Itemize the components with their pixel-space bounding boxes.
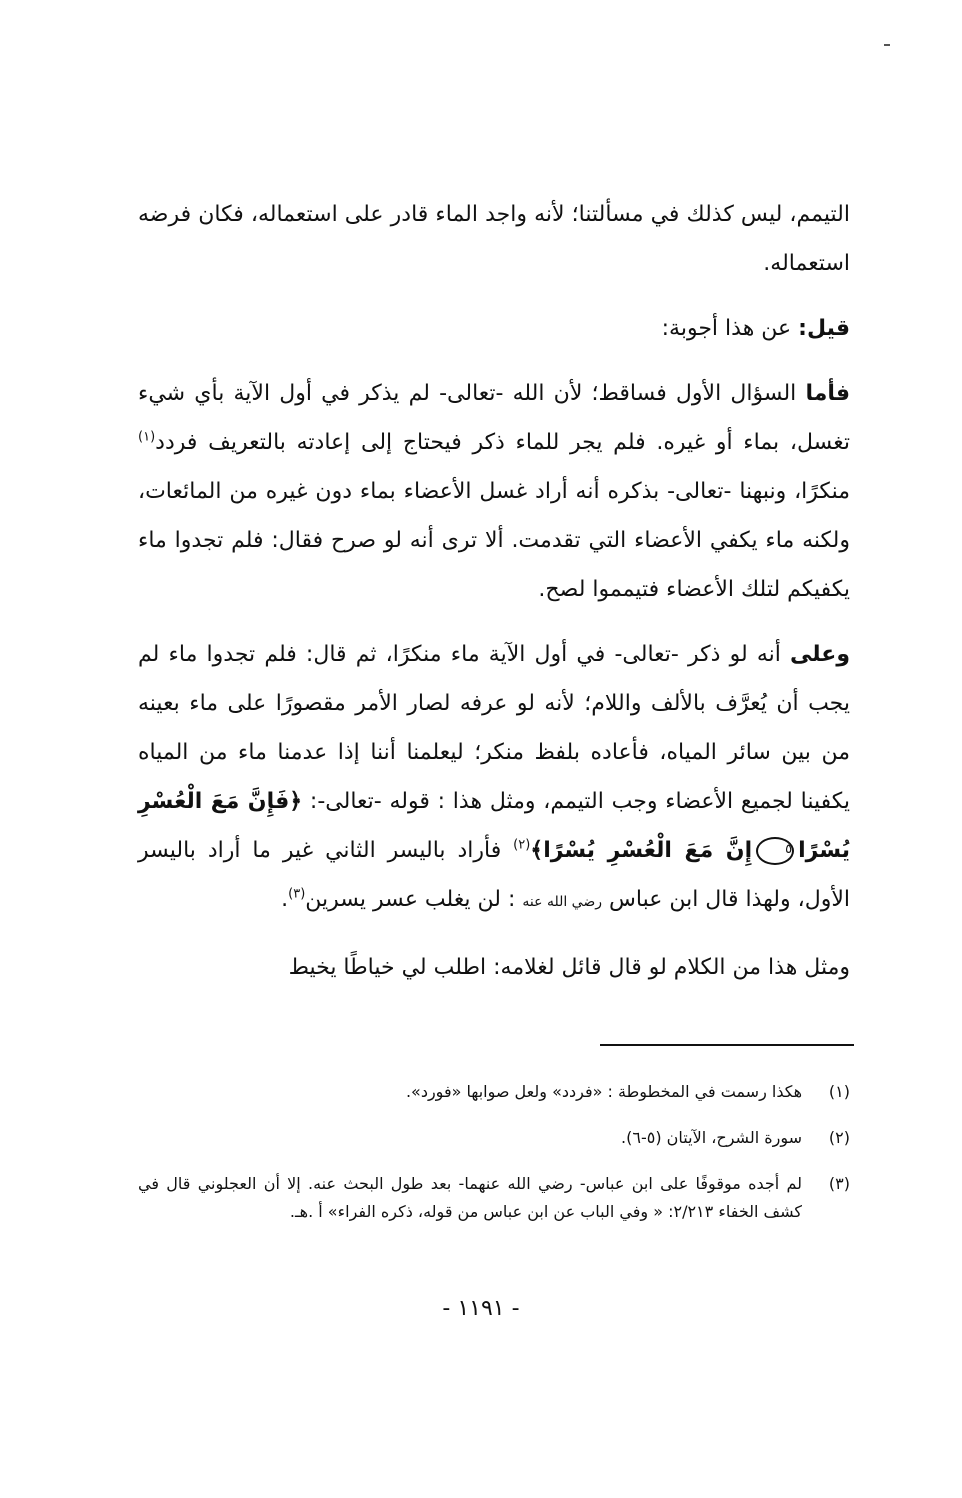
scan-speck — [884, 44, 890, 46]
paragraph-1-text: التيمم، ليس كذلك في مسألتنا؛ لأنه واجد الماء قادر على استعماله، فكان فرضه استعماله. — [138, 202, 850, 276]
footnote-3 — [138, 1170, 850, 1226]
page-number: - ١١٩١ - — [442, 1296, 520, 1321]
footnote-1 — [138, 1078, 850, 1106]
footnotes-section — [138, 1078, 850, 1244]
paragraph-2 — [138, 304, 850, 353]
footnote-number: (١) — [828, 1082, 850, 1101]
footnote-number: (٢) — [828, 1128, 850, 1147]
paragraph-4 — [138, 630, 850, 927]
paragraph-2-text: عن هذا أجوبة: — [661, 316, 799, 341]
paragraph-5 — [138, 943, 850, 992]
paragraph-4-lead: وعلى — [790, 642, 850, 667]
footnote-ref-3[interactable]: (٣) — [288, 886, 306, 902]
paragraph-1 — [138, 190, 850, 288]
paragraph-4-end: . — [281, 887, 289, 912]
footnote-ref-2[interactable]: (٢) — [513, 837, 531, 853]
footnote-ref-1[interactable]: (١) — [138, 429, 156, 445]
paragraph-3 — [138, 369, 850, 614]
footnote-number: (٣) — [828, 1174, 850, 1193]
footnote-text: لم أجده موقوفًا على ابن عباس- رضي الله عنهما- بعد طول البحث عنه. إلا أن العجلوني قال في كشف الخفاء ٢/٢١٣: « وفي الباب عن ابن عباس من قوله، ذكره الفراء» أ .هـ. — [138, 1174, 802, 1221]
footnote-text: سورة الشرح، الآيتان (٥-٦). — [621, 1128, 802, 1147]
footnote-text: هكذا رسمت في المخطوطة : «فردد» ولعل صوابها «فورد». — [405, 1082, 802, 1101]
paragraph-4-text-a: أنه لو ذكر -تعالى- في أول الآية ماء منكرًا، ثم قال: فلم تجدوا ماء لم يجب أن يُعرَّف بالألف واللام؛ لأنه لو عرفه لصار الأمر مقصورًا على ماء بعينه من بين سائر المياه، فأعاده بلفظ منكر؛ ليعلمنا أننا إذا عدمنا ماء من المياه يكفينا لجميع الأعضاء وجب التيمم، ومثل هذا : قوله -تعالى-: — [138, 642, 851, 814]
footnote-divider — [600, 1044, 854, 1046]
paragraph-2-lead: قيل: — [798, 316, 850, 341]
paragraph-3-text-a: السؤال الأول فساقط؛ لأن الله -تعالى- لم يذكر في أول الآية بأي شيء تغسل، بماء أو غيره. فلم يجر للماء ذكر فيحتاج إلى إعادته بالتعريف فردد — [138, 381, 850, 455]
honorific-glyph: رضي الله عنه — [522, 894, 603, 910]
quran-verse-part-1: ﴿فَإِنَّ مَعَ الْعُسْرِ يُسْرًا — [138, 789, 850, 863]
paragraph-5-text: ومثل هذا من الكلام لو قال قائل لغلامه: اطلب لي خياطًا يخيط — [288, 955, 850, 980]
paragraph-4-text-b: فأراد باليسر الثاني غير ما أراد باليسر الأول، ولهذا قال ابن عباس — [138, 838, 850, 912]
paragraph-4-text-c: : لن يغلب عسر يسرين — [305, 887, 523, 912]
ayah-number-marker: ٥ — [756, 837, 794, 865]
footnote-2 — [138, 1124, 850, 1152]
paragraph-3-lead: فأما — [805, 381, 850, 406]
main-text — [138, 190, 850, 1008]
paragraph-3-text-b: منكرًا، ونبهنا -تعالى- بذكره أنه أراد غسل الأعضاء بماء دون غيره من المائعات، ولكنه ماء يكفي الأعضاء التي تقدمت. ألا ترى أنه لو صرح فقال: فلم تجدوا ماء يكفيكم لتلك الأعضاء فتيمموا لصح. — [138, 479, 850, 602]
quran-verse-part-2: إِنَّ مَعَ الْعُسْرِ يُسْرًا﴾ — [530, 838, 753, 863]
